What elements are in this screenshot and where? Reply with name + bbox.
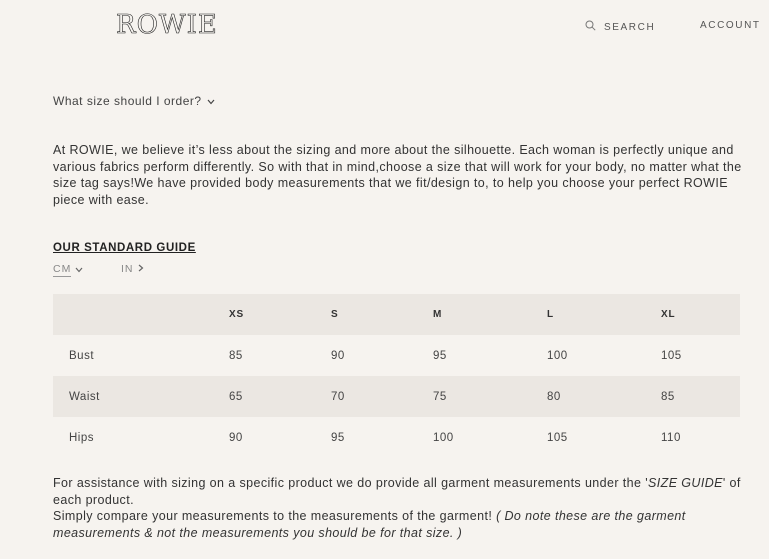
table-header-cell: XS	[229, 309, 244, 320]
footer-text: Simply compare your measurements to the measurements of the garment!	[53, 509, 497, 523]
row-label: Hips	[69, 431, 95, 444]
table-cell: 110	[661, 431, 681, 444]
size-table	[53, 294, 740, 458]
size-question-label: What size should I order?	[53, 94, 202, 108]
table-header-cell	[53, 294, 229, 335]
table-cell: 70	[331, 390, 345, 403]
unit-cm-label: CM	[53, 263, 72, 275]
row-label: Waist	[69, 390, 100, 403]
search-label: SEARCH	[604, 21, 656, 33]
table-row	[53, 335, 740, 376]
table-cell: 80	[547, 390, 561, 403]
table-cell: 100	[433, 431, 454, 444]
row-label: Bust	[69, 349, 95, 362]
table-cell: 95	[331, 431, 345, 444]
sizing-footer-note	[53, 475, 753, 541]
footer-text: For assistance with sizing on a specific product we do provide all garment measurements under the '	[53, 476, 649, 490]
unit-toggle-cm[interactable]	[53, 263, 83, 277]
footer-text: ' of each product.	[53, 476, 741, 507]
table-cell: 85	[661, 390, 675, 403]
rowie-logo[interactable]: ROWIE	[116, 10, 218, 40]
unit-toggle-in[interactable]	[121, 263, 144, 275]
table-header-cell: S	[331, 309, 339, 320]
table-row	[53, 417, 740, 458]
search-icon	[585, 20, 596, 34]
chevron-right-icon	[138, 263, 144, 275]
search-button[interactable]	[585, 20, 655, 34]
table-header-cell: M	[433, 309, 443, 320]
table-header-row	[53, 294, 740, 335]
footer-line-1	[53, 475, 753, 508]
chevron-down-icon	[207, 94, 215, 108]
table-header-cell: XL	[661, 309, 676, 320]
table-cell: 65	[229, 390, 243, 403]
unit-in-label: IN	[121, 263, 134, 275]
footer-line-2	[53, 508, 753, 541]
intro-paragraph: At ROWIE, we believe it’s less about the sizing and more about the silhouette. Each woman is perfectly unique and various fabrics perform differently. So with that in mind,choose a size that will work for your body, no matter what the size tag says!We have provided body measurements that we fit/design to, to help you choose your perfect ROWIE piece with ease.	[53, 143, 742, 207]
table-cell: 95	[433, 349, 447, 362]
account-link[interactable]: ACCOUNT	[700, 20, 761, 31]
standard-guide-title: OUR STANDARD GUIDE	[53, 242, 196, 254]
footer-italic-text: ( Do note these are the garment measurements & not the measurements you should be for that size. )	[53, 509, 686, 540]
table-header-cell: L	[547, 309, 554, 320]
table-cell: 105	[547, 431, 568, 444]
table-cell: 90	[229, 431, 243, 444]
footer-italic-text: SIZE GUIDE	[648, 476, 723, 490]
chevron-down-icon	[75, 264, 83, 276]
table-row	[53, 376, 740, 417]
table-cell: 90	[331, 349, 345, 362]
table-cell: 75	[433, 390, 447, 403]
table-cell: 100	[547, 349, 568, 362]
size-question-toggle[interactable]	[53, 94, 215, 108]
table-cell: 85	[229, 349, 243, 362]
table-cell: 105	[661, 349, 682, 362]
